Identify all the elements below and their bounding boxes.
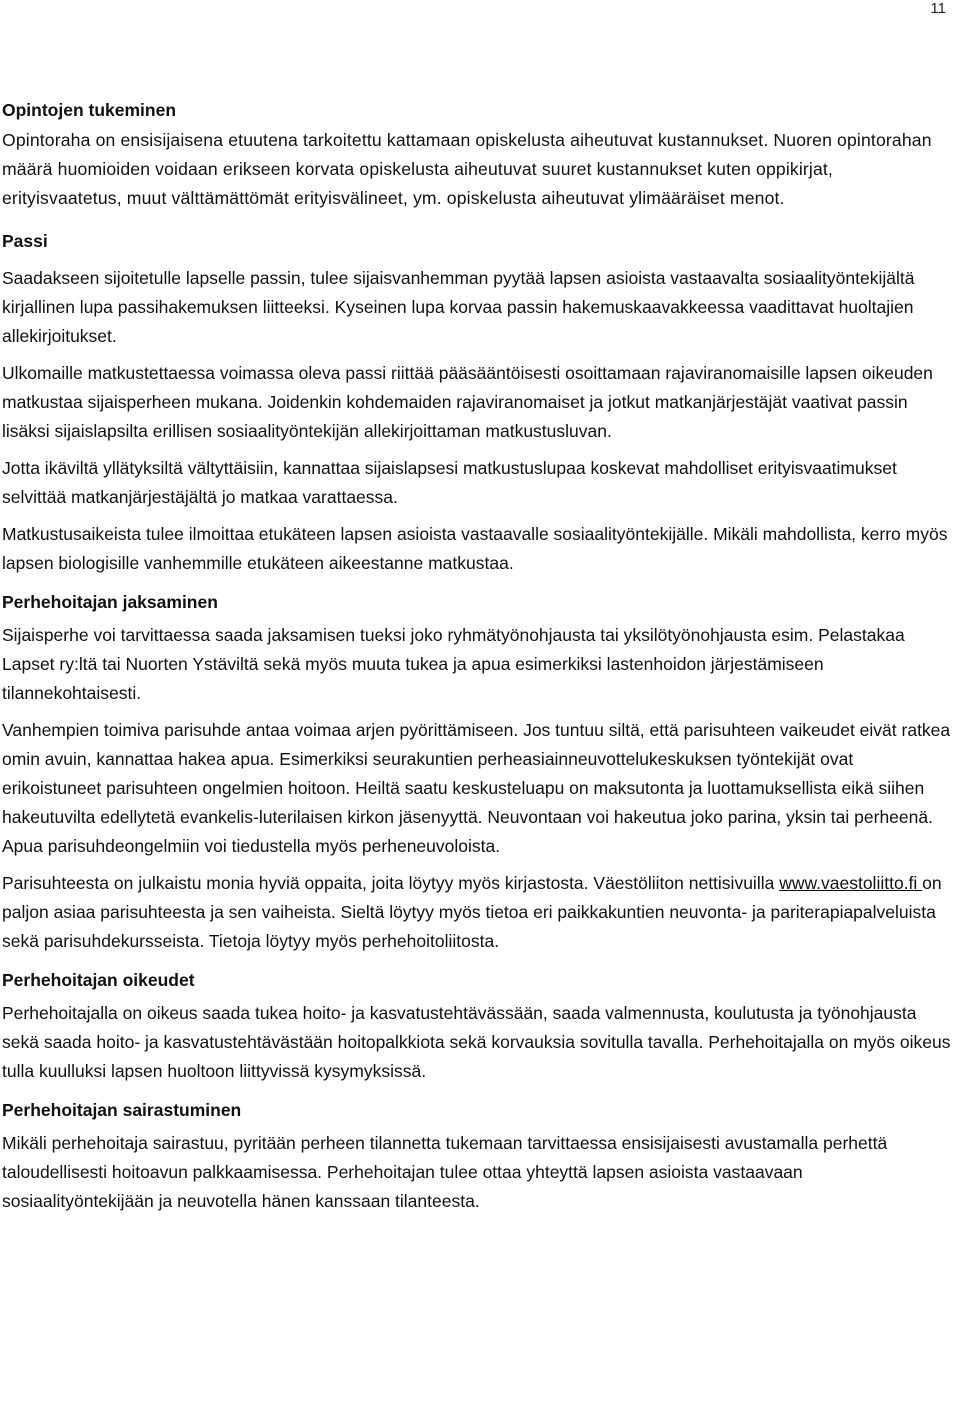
- paragraph: [2, 869, 954, 956]
- paragraph: Jotta ikäviltä yllätyksiltä vältyttäisiin, kannattaa sijaislapsesi matkustuslupaa koskevat mahdolliset erityisvaatimukset selvittää matkanjärjestäjältä jo matkaa varattaessa.: [2, 458, 897, 507]
- section-heading: Passi: [2, 231, 48, 251]
- paragraph: Ulkomaille matkustettaessa voimassa oleva passi riittää pääsääntöisesti osoittamaan rajaviranomaisille lapsen oikeuden matkustaa sijaisperheen mukana. Joidenkin kohdemaiden rajaviranomaiset ja jotkut matkanjärjestäjät vaativat passin lisäksi sijaislapsilta erillisen sosiaalityöntekijän allekirjoittaman matkustusluvan.: [2, 363, 933, 441]
- section-passi: [2, 227, 954, 578]
- paragraph-text: on paljon asiaa parisuhteesta ja sen vaiheista. Sieltä löytyy myös tietoa eri paikkakuntien neuvonta- ja pariterapiapalveluista sekä parisuhdekursseista. Tietoja löytyy myös perhehoitoliitosta.: [2, 873, 942, 951]
- paragraph: Vanhempien toimiva parisuhde antaa voimaa arjen pyörittämiseen. Jos tuntuu siltä, että parisuhteen vaikeudet eivät ratkea omin avuin, kannattaa hakea apua. Esimerkiksi seurakuntien perheasiainneuvottelukeskuksen työntekijät ovat erikoistuneet parisuhteen ongelmien hoitoon. Heiltä saatu keskusteluapu on maksutonta ja luottamuksellista eikä siihen hakeutuvilta edellytetä evankelis-luterilaisen kirkon jäsenyyttä. Neuvontaan voi hakeutua joko parina, yksin tai perheenä. Apua parisuhdeongelmiin voi tiedustella myös perheneuvoloista.: [2, 720, 951, 856]
- page-number: 11: [930, 0, 946, 17]
- vaestoliitto-link[interactable]: www.vaestoliitto.fi: [779, 873, 923, 893]
- paragraph: Opintoraha on ensisijaisena etuutena tarkoitettu kattamaan opiskelusta aiheutuvat kustannukset. Nuoren opintorahan määrä huomioiden voidaan erikseen korvata opiskelusta aiheutuvat suuret kustannukset kuten oppikirjat, erityisvaatetus, muut välttämättömät erityisvälineet, ym. opiskelusta aiheutuvat ylimääräiset menot.: [2, 130, 932, 208]
- paragraph: Mikäli perhehoitaja sairastuu, pyritään perheen tilannetta tukemaan tarvittaessa ensisijaisesti avustamalla perhettä taloudellisesti hoitoavun palkkaamisessa. Perhehoitajan tulee ottaa yhteyttä lapsen asioista vastaavaan sosiaalityöntekijään ja neuvotella hänen kanssaan tilanteesta.: [2, 1133, 888, 1211]
- paragraph: Matkustusaikeista tulee ilmoittaa etukäteen lapsen asioista vastaavalle sosiaalityöntekijälle. Mikäli mahdollista, kerro myös lapsen biologisille vanhemmille etukäteen aikeestanne matkustaa.: [2, 524, 948, 573]
- paragraph: Saadakseen sijoitetulle lapselle passin, tulee sijaisvanhemman pyytää lapsen asioista vastaavalta sosiaalityöntekijältä kirjallinen lupa passihakemuksen liitteeksi. Kyseinen lupa korvaa passin hakemuskaavakkeessa vaadittavat huoltajien allekirjoitukset.: [2, 268, 915, 346]
- section-heading: Perhehoitajan oikeudet: [2, 970, 195, 990]
- paragraph: Sijaisperhe voi tarvittaessa saada jaksamisen tueksi joko ryhmätyönohjausta tai yksilötyönohjausta esim. Pelastakaa Lapset ry:ltä tai Nuorten Ystäviltä sekä myös muuta tukea ja apua esimerkiksi lastenhoidon järjestämiseen tilannekohtaisesti.: [2, 625, 905, 703]
- section-opintojen-tukeminen: [2, 96, 954, 213]
- section-heading: Perhehoitajan sairastuminen: [2, 1100, 242, 1120]
- section-heading: Opintojen tukeminen: [2, 100, 177, 120]
- section-heading: Perhehoitajan jaksaminen: [2, 592, 218, 612]
- section-perhehoitajan-oikeudet: [2, 966, 954, 1086]
- section-perhehoitajan-sairastuminen: [2, 1096, 954, 1216]
- document-body: [2, 96, 954, 1216]
- section-perhehoitajan-jaksaminen: [2, 588, 954, 956]
- paragraph-text: Parisuhteesta on julkaistu monia hyviä oppaita, joita löytyy myös kirjastosta. Väestöliiton nettisivuilla: [2, 873, 780, 893]
- paragraph: Perhehoitajalla on oikeus saada tukea hoito- ja kasvatustehtävässään, saada valmennusta, koulutusta ja työnohjausta sekä saada hoito- ja kasvatustehtävästään hoitopalkkiota sekä korvauksia sovitulla tavalla. Perhehoitajalla on myös oikeus tulla kuulluksi lapsen huoltoon liittyvissä kysymyksissä.: [2, 1003, 951, 1081]
